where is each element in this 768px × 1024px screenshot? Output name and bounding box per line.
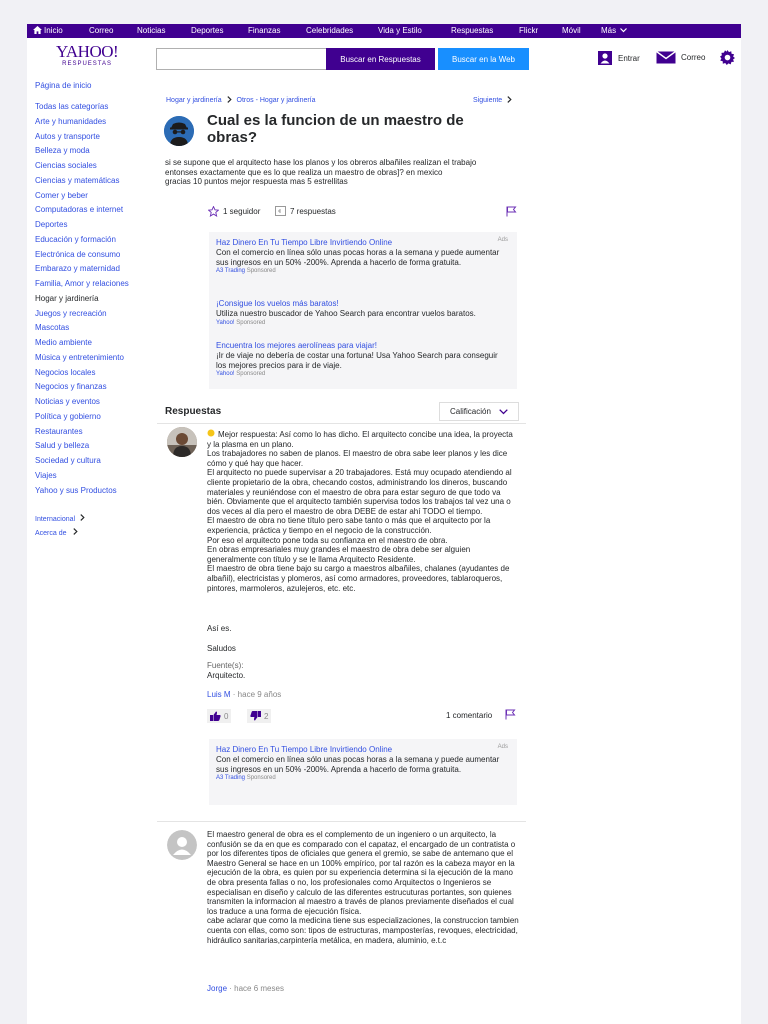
ad-text: ¡Ir de viaje no debería de costar una fortuna! Usa Yahoo Search para conseguir los mejores precios para ir de viaje. (216, 351, 498, 370)
sidebar-category-item[interactable]: Negocios y finanzas (35, 382, 107, 392)
best-answer-badge (207, 430, 278, 439)
mail-link[interactable] (656, 51, 705, 64)
breadcrumb-category-link[interactable]: Hogar y jardinería (166, 97, 222, 104)
author-link[interactable]: Luis M (207, 690, 231, 699)
question-body: si se supone que el arquitecto hase los planos y los obreros albañiles realizan el trabajo entonses exactamente que es lo que realiza un maestro de obras]? en mexico gracias 10 puntos mejor respuesta mas 5 estrellitas (165, 158, 477, 186)
answer-icon (275, 206, 286, 216)
best-answer-star-icon (207, 429, 215, 437)
home-icon (33, 26, 42, 34)
sidebar-category-item[interactable]: Sociedad y cultura (35, 456, 101, 465)
nav-mail-link[interactable]: Correo (89, 26, 114, 35)
ad-sponsored: Sponsored (246, 268, 276, 274)
next-question-link[interactable] (473, 96, 512, 104)
nav-celebrities-link[interactable]: Celebridades (306, 26, 354, 35)
nav-finance-link[interactable]: Finanzas (248, 26, 281, 35)
sidebar-category-item[interactable]: Embarazo y maternidad (35, 264, 120, 274)
nav-answers-link[interactable]: Respuestas (451, 26, 494, 35)
chevron-right-icon (73, 528, 78, 535)
answer-avatar[interactable] (167, 830, 197, 860)
ad-entry[interactable] (216, 299, 510, 328)
header (27, 38, 741, 76)
sidebar-category-item[interactable]: Familia, Amor y relaciones (35, 279, 129, 288)
author-link[interactable]: Jorge (207, 984, 228, 993)
breadcrumb (166, 96, 316, 104)
sidebar-category-item[interactable]: Negocios locales (35, 367, 96, 377)
search-answers-button[interactable]: Buscar en Respuestas (326, 48, 435, 70)
sidebar-category-item[interactable]: Medio ambiente (35, 338, 92, 347)
chevron-down-icon (620, 28, 627, 33)
asker-avatar[interactable] (164, 116, 194, 146)
answer-text: El maestro general de obra es el complemento de un ingeniero o un arquitecto, la confusión se da en que es comparado con el capataz, el encargado de un contratista o por los diferentes tipos de oficiales que genera el gremio, se sabe de antemano que el Maestro General se hace en un 100% empírico, por tal razón es la cabeza mayor en la ejecución de la obra, es quien por su experiencia determina si la ejecución de la mano de obra presenta fallas o no, los profesionales como Arquitectos o Ingenieros se especialisan en diseño y calculo de las diferentes estrucuturas portantes, son quienes transmiten la informacion al maestro a través de planos previamente diseñados el cual los traduce a una forma de ejecución física. cabe aclarar que como la medicina tiene sus especializaciones, la construccion tambien cuenta con ellas, como son: tipos de estructuras, mamposterías, revoques, electricidad, hidráulico sanitarias,carpintería metálica, en madera, aluminio, e.t.c (207, 830, 519, 945)
sidebar-category-item[interactable]: Viajes (35, 470, 57, 480)
ad-entry[interactable] (216, 238, 510, 276)
sidebar-category-item[interactable]: Belleza y moda (35, 146, 90, 156)
ads-box-mid (209, 739, 517, 805)
best-answer-text: Así como lo has dicho. El arquitecto concibe una idea, la proyecta y la plasma en un plano. Los trabajadores no saben de planos. El maestro de obra sabe leer planos y les dice cómo y qué hay que hacer. El arquitecto no puede supervisar a 20 trabajadores. Está muy ocupado atendiendo al cliente propietario de la obra, checando costos, administrando los dineros, buscando materiales y reuniéndose con el maestro de obra para estar seguro de que todo va bién. Obviamente que el arquitecto también supervisa todos los trabajos tal vez una o dos veces al día pero el maestro de obra DEBE de estar ahí TODO el tiempo. El maestro de obra no tiene título pero sabe tanto o más que el arquitecto por la experiencia, práctica y tiempo en el negocio de la construcción. Por eso el arquitecto pone toda su confianza en el maestro de obra. En obras empresariales muy grandes el maestro de obra debe ser alguien generalmente con título y se le llama Arquitecto Residente. El maestro de obra tiene bajo su cargo a maestros albañiles, chalanes (ayudantes de albañil), electricistas y plomeros, así como armadores, proveedores, tablaroqueros, pintores, marmoleros, azulejeros, etc. etc. (207, 430, 513, 593)
settings-button[interactable] (720, 50, 741, 65)
downvote-button[interactable] (247, 709, 271, 723)
sidebar-category-item[interactable]: Política y gobierno (35, 411, 101, 421)
answer-time: · hace 9 años (232, 690, 282, 699)
answer-time: · hace 6 meses (229, 984, 284, 993)
answers-heading: Respuestas (165, 406, 222, 417)
ad-brand: A3 Trading (216, 775, 246, 781)
signin-link[interactable] (598, 51, 640, 65)
nav-home-link[interactable] (33, 26, 63, 35)
best-answer-author (207, 690, 281, 699)
main-content (157, 76, 526, 1024)
nav-sports-link[interactable]: Deportes (191, 26, 224, 35)
best-answer-label: Mejor respuesta: (218, 430, 278, 439)
downvote-count: 2 (264, 711, 269, 721)
ad-brand: A3 Trading (216, 268, 246, 274)
sidebar-category-item[interactable]: Hogar y jardinería (35, 293, 99, 303)
sidebar-category-item[interactable]: Ciencias y matemáticas (35, 175, 120, 185)
flag-icon[interactable] (505, 709, 516, 720)
chevron-down-icon (499, 409, 508, 415)
breadcrumb-subcategory-link[interactable]: Otros - Hogar y jardinería (236, 97, 316, 104)
mail-icon (656, 51, 676, 64)
best-answer (207, 429, 519, 593)
answers-count-link[interactable] (275, 206, 336, 216)
ad-title[interactable]: Haz Dinero En Tu Tiempo Libre Invirtiendo Online (216, 745, 393, 754)
upvote-count: 0 (224, 711, 229, 721)
right-column (526, 76, 741, 1024)
ad-brand: Yahoo! (216, 371, 235, 377)
star-icon (208, 206, 219, 217)
ad-title[interactable]: Encuentra los mejores aerolíneas para viajar! (216, 341, 377, 350)
sidebar-category-item[interactable]: Arte y humanidades (35, 116, 107, 126)
sort-dropdown[interactable] (439, 402, 519, 421)
thumbs-down-icon (250, 711, 261, 721)
sidebar-category-item[interactable]: Mascotas (35, 323, 70, 333)
sidebar-category-item[interactable]: Juegos y recreación (35, 308, 107, 318)
nav-more-label: Más (601, 26, 617, 35)
divider (157, 821, 526, 822)
yahoo-answers-logo[interactable] (56, 44, 118, 68)
followers-count: 1 seguidor (223, 207, 261, 216)
flag-icon[interactable] (506, 206, 517, 217)
ads-label: Ads (497, 744, 508, 750)
anonymous-user-icon (164, 116, 194, 146)
search-input[interactable] (156, 48, 350, 70)
upvote-button[interactable] (207, 709, 231, 723)
source-label: Fuente(s): (207, 661, 244, 670)
ad-source (216, 319, 510, 328)
ads-label: Ads (497, 237, 508, 243)
ad-title[interactable]: ¡Consigue los vuelos más baratos! (216, 299, 339, 308)
sidebar-category-item[interactable]: Todas las categorías (35, 102, 109, 111)
ad-sponsored: Sponsored (246, 775, 276, 781)
ad-brand: Yahoo! (216, 319, 235, 326)
thumbs-up-icon (210, 711, 221, 721)
best-answer-closing: Así es. (207, 624, 232, 633)
ad-entry[interactable] (216, 341, 510, 379)
nav-more-link[interactable] (601, 26, 627, 35)
sidebar-category-item[interactable]: Música y entretenimiento (35, 352, 124, 362)
ad-title[interactable]: Haz Dinero En Tu Tiempo Libre Invirtiendo Online (216, 238, 393, 247)
best-answer-signature: Saludos (207, 644, 236, 653)
international-label: Internacional (35, 516, 76, 523)
ad-sponsored: Sponsored (236, 319, 266, 326)
user-photo-icon (167, 427, 197, 457)
sidebar-category-item[interactable]: Autos y transporte (35, 131, 100, 141)
question-title: Cual es la funcion de un maestro de obras? (207, 112, 464, 146)
ad-source (216, 774, 510, 783)
chevron-right-icon (507, 96, 512, 103)
next-label: Siguiente (473, 97, 503, 104)
sidebar-category-item[interactable]: Noticias y eventos (35, 397, 100, 406)
sidebar-category-item[interactable]: Educación y formación (35, 234, 116, 244)
about-link[interactable] (35, 528, 78, 537)
chevron-right-icon (80, 514, 85, 521)
nav-flickr-link[interactable]: Flickr (519, 26, 539, 35)
mail-label: Correo (681, 53, 706, 62)
divider (157, 423, 526, 424)
nav-lifestyle-link[interactable]: Vida y Estilo (378, 26, 422, 35)
ad-text: Utiliza nuestro buscador de Yahoo Search para encontrar vuelos baratos. (216, 309, 476, 318)
ad-source (216, 370, 510, 379)
nav-mobile-link[interactable]: Móvil (562, 26, 581, 35)
international-link[interactable] (35, 514, 85, 523)
chevron-right-icon (227, 96, 232, 103)
top-nav-bar (27, 24, 741, 38)
logo-sub-text: RESPUESTAS (62, 61, 113, 67)
signin-label: Entrar (618, 53, 640, 63)
logo-main-text: YAHOO! (56, 42, 119, 61)
sort-label: Calificación (450, 407, 491, 416)
sidebar-category-item[interactable]: Ciencias sociales (35, 161, 97, 170)
search-web-button[interactable]: Buscar en la Web (438, 48, 529, 70)
default-avatar-icon (167, 830, 197, 860)
answers-count: 7 respuestas (290, 206, 336, 216)
ad-sponsored: Sponsored (236, 371, 266, 377)
ad-text: Con el comercio en línea sólo unas pocas horas a la semana y puede aumentar sus ingresos en un 50% -200%. Aprenda a hacerlo de forma gratuita. (216, 755, 500, 774)
sidebar-category-item[interactable]: Electrónica de consumo (35, 249, 121, 259)
sidebar-category-item[interactable]: Computadoras e internet (35, 205, 124, 215)
sidebar-category-item[interactable]: Restaurantes (35, 426, 83, 436)
sidebar-home-link[interactable]: Página de inicio (35, 81, 92, 90)
sidebar-category-item[interactable]: Salud y belleza (35, 441, 90, 451)
ad-source (216, 267, 510, 276)
gear-icon (720, 50, 735, 65)
nav-home-label: Inicio (44, 26, 63, 35)
ad-entry[interactable] (216, 745, 510, 783)
answer-author (207, 984, 284, 993)
sidebar-category-item[interactable]: Comer y beber (35, 190, 88, 200)
category-sidebar (27, 76, 157, 1024)
comments-link[interactable]: 1 comentario (446, 711, 493, 720)
user-icon (598, 51, 612, 65)
about-label: Acerca de (35, 530, 67, 537)
sidebar-category-item[interactable]: Yahoo y sus Productos (35, 485, 117, 495)
source-text: Arquitecto. (207, 671, 246, 680)
ads-box-top (209, 232, 517, 389)
follow-button[interactable] (208, 206, 260, 217)
best-answer-avatar[interactable] (167, 427, 197, 457)
ad-text: Con el comercio en línea sólo unas pocas horas a la semana y puede aumentar sus ingresos en un 50% -200%. Aprenda a hacerlo de forma gratuita. (216, 248, 500, 267)
sidebar-category-item[interactable]: Deportes (35, 220, 68, 229)
nav-news-link[interactable]: Noticias (137, 26, 166, 35)
